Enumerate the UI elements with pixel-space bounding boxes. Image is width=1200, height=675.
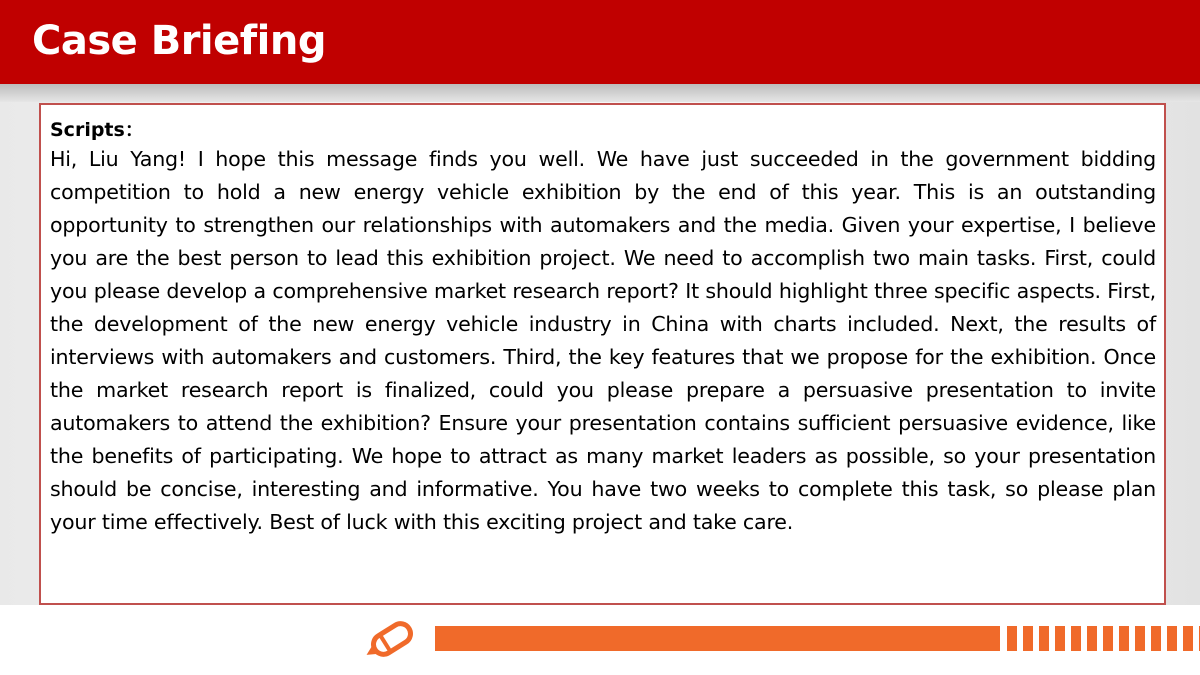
footer-bar	[435, 626, 1000, 651]
scripts-box	[39, 103, 1166, 605]
header-bar	[0, 0, 1200, 84]
header-shadow	[0, 84, 1200, 102]
page-title: Case Briefing	[32, 18, 326, 64]
scripts-label: Scripts：	[50, 119, 144, 141]
pencil-icon	[362, 616, 422, 662]
scripts-body-text: Hi, Liu Yang! I hope this message finds you well. We have just succeeded in the government bidding competition to hold a new energy vehicle exhibition by the end of this year. This is an outstanding opportunity to strengthen our relationships with automakers and the media. Given your expertise, I believe you are the best person to lead this exhibition project. We need to accomplish two main tasks. First, could you please develop a comprehensive market research report? It should highlight three specific aspects. First, the development of the new energy vehicle industry in China with charts included. Next, the results of interviews with automakers and customers. Third, the key features that we propose for the exhibition. Once the market research report is finalized, could you please prepare a persuasive presentation to invite automakers to attend the exhibition? Ensure your presentation contains sufficient persuasive evidence, like the benefits of participating. We hope to attract as many market leaders as possible, so your presentation should be concise, interesting and informative. You have two weeks to complete this task, so please plan your time effectively. Best of luck with this exciting project and take care.	[50, 147, 1156, 534]
footer-stripes	[1007, 626, 1200, 651]
